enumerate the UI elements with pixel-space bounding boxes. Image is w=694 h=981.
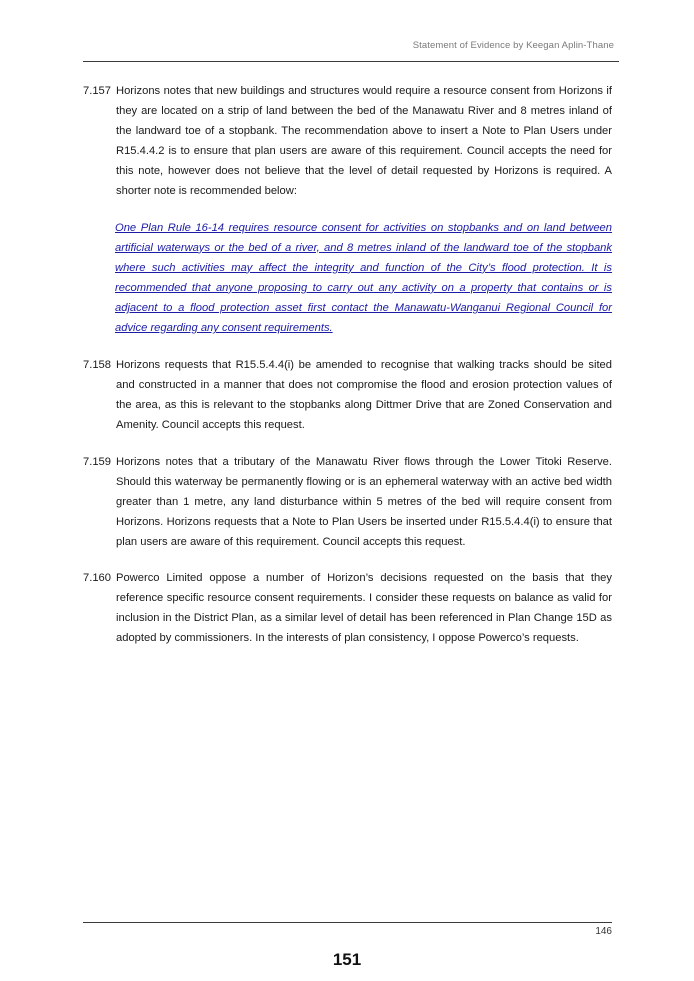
paragraph-number: 7.159 [83,455,111,468]
paragraph-7-160 [83,568,612,648]
document-body [83,81,612,664]
footer-divider [83,922,612,923]
recommended-note-text: One Plan Rule 16-14 requires resource consent for activities on stopbanks and on land between artificial waterways or the bed of a river, and 8 metres inland of the landward toe of the stopbank where such activities may affect the integrity and function of the City’s flood protection. It is recommended that anyone proposing to carry out any activity on a property that contains or is adjacent to a flood protection asset first contact the Manawatu-Wanganui Regional Council for advice regarding any consent requirements. [115,221,612,335]
document-header-title: Statement of Evidence by Keegan Aplin-Thane [412,40,614,51]
paragraph-7-157 [83,81,612,202]
paragraph-text: Horizons notes that a tributary of the Manawatu River flows through the Lower Titoki Reserve. Should this waterway be permanently flowing or is an ephemeral waterway with an active bed width greater than 1 metre, any land disturbance within 5 metres of the bed will require consent from Horizons. Horizons requests that a Note to Plan Users be inserted under R15.5.4.4(i) to ensure that plan users are aware of this requirement. Council accepts this request. [116,455,612,548]
paragraph-7-159 [83,452,612,552]
paragraph-number: 7.160 [83,571,111,584]
paragraph-text: Horizons notes that new buildings and structures would require a resource consent from Horizons if they are located on a strip of land between the bed of the Manawatu River and 8 metres inland of the landward toe of a stopbank. The recommendation above to insert a Note to Plan Users under R15.4.4.2 is to ensure that plan users are aware of this requirement. Council accepts the need for this note, however does not believe that the level of detail requested by Horizons is required. A shorter note is recommended below: [116,85,612,198]
page-number: 146 [595,926,612,937]
bundle-page-number: 151 [332,950,362,969]
paragraph-text: Horizons requests that R15.5.4.4(i) be amended to recognise that walking tracks should be sited and constructed in a manner that does not compromise the flood and erosion protection values of the area, as this is relevant to the stopbanks along Dittmer Drive that are Zoned Conservation and Amenity. Council accepts this request. [116,359,612,432]
paragraph-number: 7.158 [83,359,111,372]
paragraph-number: 7.157 [83,85,111,97]
paragraph-text: Powerco Limited oppose a number of Horizon’s decisions requested on the basis that they reference specific resource consent requirements. I consider these requests on balance as valid for inclusion in the District Plan, as a similar level of detail has been referenced in Plan Change 15D as adopted by commissioners. In the interests of plan consistency, I oppose Powerco’s requests. [116,571,612,645]
header-divider [83,61,619,62]
paragraph-7-158 [83,355,612,435]
